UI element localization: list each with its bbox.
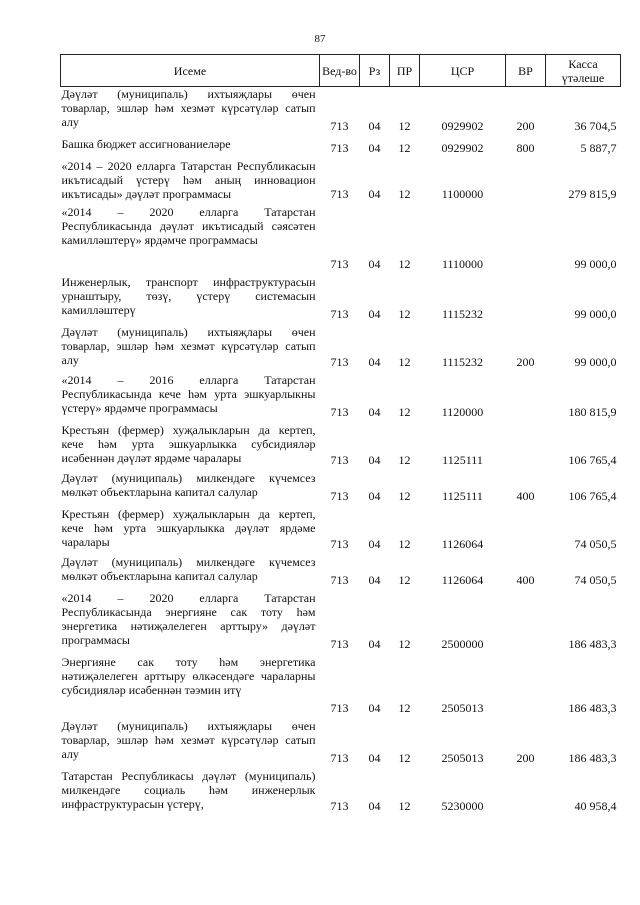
- row-amount: 186 483,3: [568, 700, 617, 715]
- table-row: [61, 205, 621, 275]
- row-ved: 713: [330, 306, 349, 321]
- row-rz: 04: [368, 700, 381, 715]
- row-pr: 12: [398, 700, 411, 715]
- row-pr: 12: [398, 140, 411, 155]
- row-vr: [506, 275, 546, 325]
- row-vr: [506, 507, 546, 555]
- table-row: [61, 325, 621, 373]
- row-vr: 200: [516, 750, 535, 765]
- row-name: «2014 – 2016 елларга Татарстан Республикасында кече һәм урта эшкуарлыкны үстерү» ярдәмче программасы: [61, 372, 316, 415]
- row-ved: 713: [330, 140, 349, 155]
- row-csr: 1110000: [441, 256, 484, 271]
- row-vr: [506, 655, 546, 719]
- row-rz: 04: [368, 118, 381, 133]
- table-row: [61, 87, 621, 137]
- row-name: Инженерлык, транспорт инфраструктурасын урнаштыру, төзү, үстерү системасын камилләштерү: [61, 274, 316, 317]
- row-name: Дәүләт (муниципаль) ихтыяҗлары өчен товарлар, эшләр һәм хезмәт күрсәтүләр сатып алу: [61, 324, 316, 367]
- table-row: [61, 769, 621, 817]
- header-rz: Рз: [360, 55, 390, 87]
- row-csr: 1126064: [441, 536, 484, 551]
- row-amount: 74 050,5: [574, 572, 617, 587]
- row-vr: 200: [516, 118, 535, 133]
- row-pr: 12: [398, 186, 411, 201]
- row-csr: 2505013: [441, 750, 484, 765]
- budget-table: [60, 54, 621, 817]
- row-csr: 1126064: [441, 572, 484, 587]
- row-csr: 1125111: [442, 488, 483, 503]
- row-vr: [506, 159, 546, 205]
- page-number: 87: [314, 33, 326, 45]
- row-name: Дәүләт (муниципаль) милкендәге күчемсез мөлкәт объектларына капитал салулар: [61, 554, 316, 583]
- row-csr: 1100000: [441, 186, 484, 201]
- row-rz: 04: [368, 452, 381, 467]
- row-rz: 04: [368, 536, 381, 551]
- row-amount: 106 765,4: [568, 488, 617, 503]
- row-vr: 400: [516, 488, 535, 503]
- row-ved: 713: [330, 186, 349, 201]
- row-name: Дәүләт (муниципаль) ихтыяҗлары өчен товарлар, эшләр һәм хезмәт күрсәтүләр сатып алу: [61, 87, 316, 129]
- row-amount: 180 815,9: [568, 404, 617, 419]
- table-row: [61, 591, 621, 655]
- table-header-row: [61, 55, 621, 87]
- row-amount: 99 000,0: [574, 354, 617, 369]
- row-pr: 12: [398, 452, 411, 467]
- table-row: [61, 471, 621, 507]
- row-name: Энергияне сак тоту һәм энергетика нәтиҗәлелеген арттыру өлкәсендәге чараларны субсидияләр исәбеннән тәэмин итү: [61, 654, 316, 697]
- header-csr: ЦСР: [420, 55, 506, 87]
- row-pr: 12: [398, 404, 411, 419]
- table-row: [61, 507, 621, 555]
- row-rz: 04: [368, 636, 381, 651]
- table-row: [61, 423, 621, 471]
- row-csr: 2505013: [441, 700, 484, 715]
- row-rz: 04: [368, 140, 381, 155]
- row-amount: 99 000,0: [574, 256, 617, 271]
- table-row: [61, 137, 621, 159]
- row-ved: 713: [330, 488, 349, 503]
- row-rz: 04: [368, 186, 381, 201]
- row-vr: [506, 373, 546, 423]
- row-pr: 12: [398, 118, 411, 133]
- row-name: Дәүләт (муниципаль) милкендәге күчемсез мөлкәт объектларына капитал салулар: [61, 470, 316, 499]
- row-rz: 04: [368, 354, 381, 369]
- row-vr: 200: [516, 354, 535, 369]
- row-pr: 12: [398, 798, 411, 813]
- row-vr: [506, 423, 546, 471]
- row-csr: 1115232: [441, 306, 484, 321]
- row-ved: 713: [330, 798, 349, 813]
- row-csr: 1115232: [441, 354, 484, 369]
- table-row: [61, 159, 621, 205]
- row-ved: 713: [330, 404, 349, 419]
- row-vr: [506, 769, 546, 817]
- header-vr: ВР: [506, 55, 546, 87]
- row-name: «2014 – 2020 елларга Татарстан Республикасында энергияне сак тоту һәм энергетика нәтиҗәлелеген арттыру» дәүләт программасы: [61, 590, 316, 647]
- row-ved: 713: [330, 636, 349, 651]
- row-vr: [506, 591, 546, 655]
- header-name: Исеме: [61, 55, 320, 87]
- row-amount: 186 483,3: [568, 750, 617, 765]
- row-name: Татарстан Республикасы дәүләт (муниципаль) милкендәге социаль һәм инженерлык инфраструктурасын үстерү,: [61, 768, 316, 811]
- row-amount: 99 000,0: [574, 306, 617, 321]
- row-ved: 713: [330, 256, 349, 271]
- row-ved: 713: [330, 750, 349, 765]
- row-vr: 800: [516, 140, 535, 155]
- row-name: Башка бюджет ассигнованиеләре: [61, 136, 231, 151]
- row-rz: 04: [368, 572, 381, 587]
- row-ved: 713: [330, 700, 349, 715]
- row-ved: 713: [330, 452, 349, 467]
- row-rz: 04: [368, 798, 381, 813]
- row-ved: 713: [330, 572, 349, 587]
- row-pr: 12: [398, 488, 411, 503]
- table-row: [61, 275, 621, 325]
- row-amount: 36 704,5: [574, 118, 617, 133]
- row-pr: 12: [398, 354, 411, 369]
- row-amount: 186 483,3: [568, 636, 617, 651]
- row-pr: 12: [398, 256, 411, 271]
- row-amount: 5 887,7: [580, 140, 617, 155]
- table-row: [61, 555, 621, 591]
- row-amount: 40 958,4: [574, 798, 617, 813]
- row-pr: 12: [398, 750, 411, 765]
- row-rz: 04: [368, 256, 381, 271]
- row-csr: 1120000: [441, 404, 484, 419]
- row-csr: 0929902: [441, 140, 484, 155]
- row-csr: 5230000: [441, 798, 484, 813]
- row-vr: 400: [516, 572, 535, 587]
- row-pr: 12: [398, 572, 411, 587]
- row-vr: [506, 205, 546, 275]
- row-name: «2014 – 2020 елларга Татарстан Республикасында дәүләт икътисадый сәясәтен камилләштерү» ярдәмче программасы: [61, 204, 316, 247]
- header-pr: ПР: [390, 55, 420, 87]
- table-row: [61, 719, 621, 769]
- row-ved: 713: [330, 354, 349, 369]
- row-csr: 0929902: [441, 118, 484, 133]
- row-rz: 04: [368, 750, 381, 765]
- row-pr: 12: [398, 536, 411, 551]
- table-row: [61, 373, 621, 423]
- row-rz: 04: [368, 404, 381, 419]
- row-ved: 713: [330, 536, 349, 551]
- row-ved: 713: [330, 118, 349, 133]
- row-amount: 74 050,5: [574, 536, 617, 551]
- row-name: Дәүләт (муниципаль) ихтыяҗлары өчен товарлар, эшләр һәм хезмәт күрсәтүләр сатып алу: [61, 718, 316, 761]
- row-name: Крестьян (фермер) хуҗалыкларын да кертеп, кече һәм урта эшкуарлыкка дәүләт ярдәме чаралары: [61, 506, 316, 549]
- table-row: [61, 655, 621, 719]
- row-name: Крестьян (фермер) хуҗалыкларын да кертеп, кече һәм урта эшкуарлыкка субсидияләр исәбеннән дәүләт ярдәме чаралары: [61, 422, 316, 465]
- row-csr: 1125111: [442, 452, 483, 467]
- row-pr: 12: [398, 636, 411, 651]
- header-kassa: Касса үтәлеше: [546, 55, 621, 87]
- header-ved: Вед-во: [320, 55, 360, 87]
- row-rz: 04: [368, 488, 381, 503]
- row-rz: 04: [368, 306, 381, 321]
- row-name: «2014 – 2020 елларга Татарстан Республикасын икътисадый үстерү һәм аның инновацион икътисады» дәүләт программасы: [61, 158, 316, 201]
- row-pr: 12: [398, 306, 411, 321]
- row-amount: 106 765,4: [568, 452, 617, 467]
- row-amount: 279 815,9: [568, 186, 617, 201]
- row-csr: 2500000: [441, 636, 484, 651]
